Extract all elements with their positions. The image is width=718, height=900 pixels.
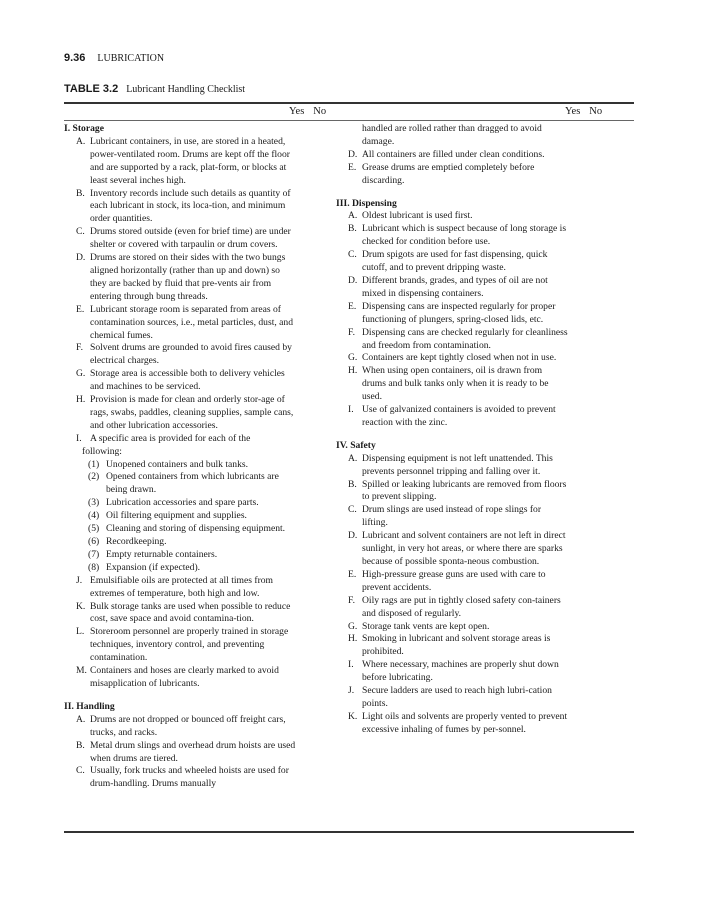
checklist-item: L. Storeroom personnel are properly trained in storage techniques, inventory control, and preventing contamination. bbox=[76, 626, 289, 664]
section-title-handling: II. Handling bbox=[64, 700, 115, 712]
checklist-item: B. Spilled or leaking lubricants are removed from floors to prevent slipping. bbox=[348, 478, 567, 503]
checklist-item: B. Inventory records include such details as quantity of each lubricant in stock, its loca-tion, and minimum order quantities. bbox=[76, 187, 291, 225]
checklist-item: C. Drum slings are used instead of rope slings for lifting. bbox=[348, 504, 542, 529]
checklist-item: C. Usually, fork trucks and wheeled hoists are used for drum-handling. Drums manually bbox=[76, 765, 289, 790]
no-header: No bbox=[313, 106, 327, 117]
checklist-item: J. Secure ladders are used to reach high lubri-cation points. bbox=[348, 685, 552, 709]
checklist-item: G. Storage tank vents are kept open. bbox=[348, 620, 490, 632]
sub-item: (7) Empty returnable containers. bbox=[88, 548, 218, 560]
checklist-item: D. Different brands, grades, and types of oil are not mixed in dispensing containers. bbox=[348, 274, 548, 299]
bottom-rule bbox=[64, 831, 634, 833]
checklist-item: A. Dispensing equipment is not left unattended. This prevents personnel tripping and falling over it. bbox=[348, 452, 553, 477]
checklist-item: H. Provision is made for clean and orderly stor-age of rags, swabs, paddles, cleaning supplies, sample cans, and other lubrication accessories. bbox=[76, 394, 294, 431]
section-title-storage: I. Storage bbox=[64, 123, 104, 134]
header-rule bbox=[64, 120, 634, 121]
section-title-dispensing: III. Dispensing bbox=[336, 197, 397, 209]
sub-item: (8) Expansion (if expected). bbox=[88, 561, 201, 573]
checklist-item: E. Lubricant storage room is separated from areas of contamination sources, i.e., metal particles, dust, and chemical fumes. bbox=[76, 303, 294, 341]
yes-header: Yes bbox=[565, 106, 581, 117]
checklist-item: E. Dispensing cans are inspected regularly for proper functioning of plungers, spring-closed lids, etc. bbox=[348, 300, 556, 325]
no-header: No bbox=[589, 106, 603, 117]
checklist-item: I. A specific area is provided for each of the bbox=[76, 432, 251, 444]
left-column bbox=[64, 123, 296, 791]
checklist-item: F. Solvent drums are grounded to avoid fires caused by electrical charges. bbox=[76, 342, 292, 367]
table-caption bbox=[64, 83, 245, 95]
sub-item: (5) Cleaning and storing of dispensing equipment. bbox=[88, 523, 286, 535]
checklist-item: B. Metal drum slings and overhead drum hoists are used when drums are tiered. bbox=[76, 739, 296, 764]
checklist-item: E. High-pressure grease guns are used with care to prevent accidents. bbox=[348, 568, 546, 593]
sub-item: (3) Lubrication accessories and spare parts. bbox=[88, 497, 259, 509]
sub-item: (6) Recordkeeping. bbox=[88, 536, 167, 547]
checklist-item: B. Lubricant which is suspect because of long storage is checked for condition before use. bbox=[348, 223, 567, 248]
item-continuation: following: bbox=[82, 445, 122, 457]
checklist-item: D. Lubricant and solvent containers are not left in direct sunlight, in very hot areas, or where there are sparks because of possible sponta-neous combustion. bbox=[348, 530, 566, 567]
checklist-item: F. Dispensing cans are checked regularly for cleanliness and freedom from contamination. bbox=[348, 326, 568, 351]
checklist-item: K. Bulk storage tanks are used when possible to reduce cost, save space and avoid contamina-tion. bbox=[76, 600, 291, 625]
checklist-item: I. Where necessary, machines are properly shut down before lubricating. bbox=[348, 659, 559, 684]
column-header-right bbox=[565, 106, 611, 117]
page-number: 9.36 bbox=[64, 52, 86, 64]
checklist-item: D. All containers are filled under clean conditions. bbox=[348, 148, 545, 160]
checklist-item: H. Smoking in lubricant and solvent storage areas is prohibited. bbox=[348, 633, 551, 658]
item-continuation: handled are rolled rather than dragged to avoid damage. bbox=[362, 123, 542, 147]
checklist-item: D. Drums are stored on their sides with the two bungs aligned horizontally (rather than up and down) so they are backed by fluid that pre-vents air from entering through bung threads. bbox=[76, 252, 286, 302]
checklist-item: C. Drum spigots are used for fast dispensing, quick cutoff, and to prevent dripping waste. bbox=[348, 249, 548, 274]
checklist-item: M. Containers and hoses are clearly marked to avoid misapplication of lubricants. bbox=[76, 665, 279, 689]
checklist-item: K. Light oils and solvents are properly vented to prevent excessive inhaling of fumes by per-sonnel. bbox=[348, 710, 568, 735]
checklist-item: A. Drums are not dropped or bounced off freight cars, trucks, and racks. bbox=[76, 713, 286, 738]
checklist-item: C. Drums stored outside (even for brief time) are under shelter or covered with tarpaulin or drum covers. bbox=[76, 226, 291, 251]
sub-item: (2) Opened containers from which lubricants are being drawn. bbox=[88, 471, 279, 496]
column-header-left bbox=[289, 106, 335, 117]
table-title: Lubricant Handling Checklist bbox=[126, 84, 246, 95]
sub-item: (1) Unopened containers and bulk tanks. bbox=[88, 458, 249, 470]
section-title-safety: IV. Safety bbox=[336, 439, 376, 451]
checklist-item: H. When using open containers, oil is drawn from drums and bulk tanks only when it is ready to be used. bbox=[348, 365, 549, 403]
top-rule bbox=[64, 102, 634, 104]
checklist-item: G. Storage area is accessible both to delivery vehicles and machines to be serviced. bbox=[76, 368, 285, 393]
running-title: LUBRICATION bbox=[97, 53, 165, 64]
table-number: TABLE 3.2 bbox=[64, 83, 119, 95]
checklist-item: A. Oldest lubricant is used first. bbox=[348, 210, 473, 222]
checklist-item: E. Grease drums are emptied completely before discarding. bbox=[348, 161, 535, 186]
checklist-item: F. Oily rags are put in tightly closed safety con-tainers and disposed of regularly. bbox=[348, 594, 561, 619]
sub-item: (4) Oil filtering equipment and supplies. bbox=[88, 510, 247, 522]
checklist-item: I. Use of galvanized containers is avoided to prevent reaction with the zinc. bbox=[348, 404, 556, 428]
yes-header: Yes bbox=[289, 106, 305, 117]
running-header bbox=[64, 52, 164, 64]
checklist-item: G. Containers are kept tightly closed when not in use. bbox=[348, 352, 557, 364]
checklist-item: A. Lubricant containers, in use, are stored in a heated, power-ventilated room. Drums are kept off the floor and are supported by a rack, plat-form, or blocks at least several inches high. bbox=[76, 135, 290, 186]
checklist-item: J. Emulsifiable oils are protected at all times from extremes of temperature, both high and low. bbox=[76, 574, 274, 599]
right-column bbox=[336, 123, 568, 737]
